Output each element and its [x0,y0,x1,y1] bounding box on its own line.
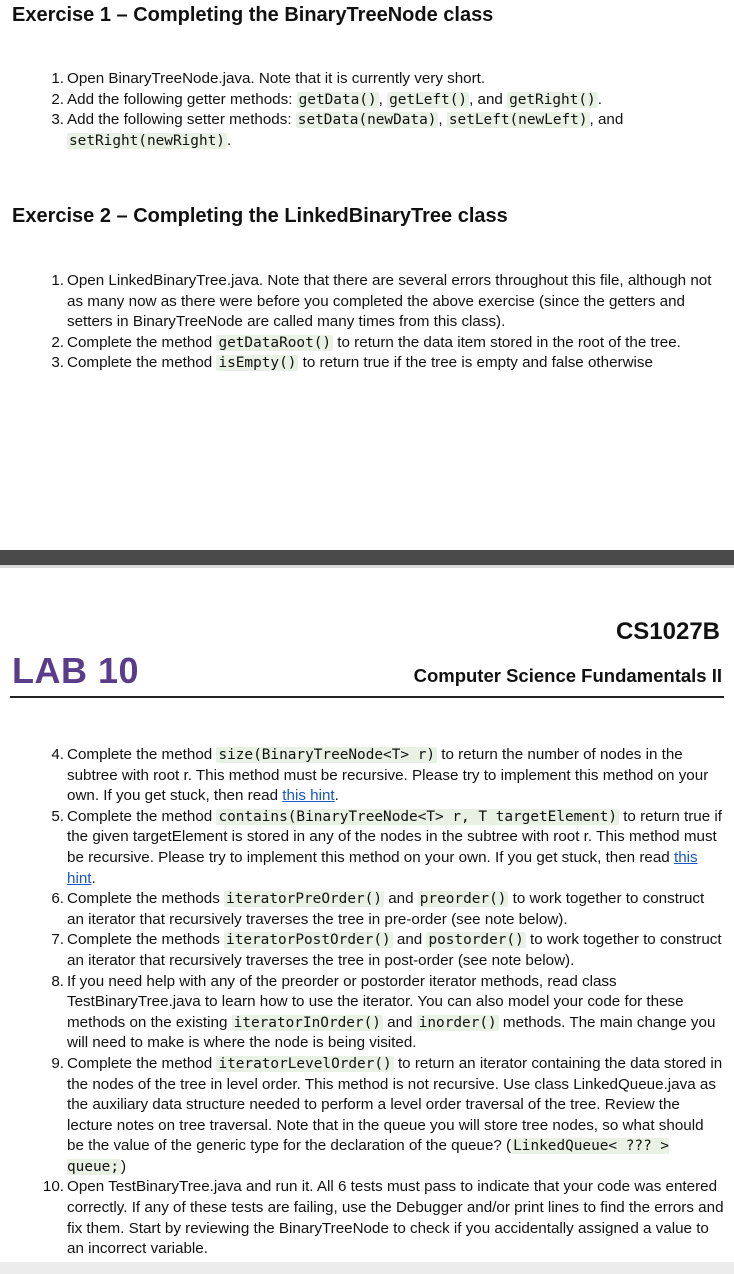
code-snippet: getLeft() [389,91,468,108]
list-item-number: 7. [51,931,64,949]
list-item-number: 8. [51,972,64,990]
list-item-number: 9. [51,1054,64,1072]
item-text: If you need help with any of the preorder or postorder iterator methods, read class TestBinaryTree.java to learn how to use the iterator. You can also model your code for these methods on the existing [67,972,684,1031]
list-item [12,1177,724,1259]
exercise2-continued-list [12,745,724,1260]
item-text: , [438,111,447,129]
list-item [12,807,724,889]
item-text: to return the data item stored in the root of the tree. [333,333,681,351]
code-snippet: getDataRoot() [218,334,332,351]
item-text: and [392,931,427,949]
list-item-number: 1. [51,70,64,87]
lab-title: LAB 10 [12,650,140,691]
item-text: Open BinaryTreeNode.java. Note that it is currently very short. [67,70,486,87]
item-text: methods. The main change you will need to make is where the node is being visited. [67,1013,716,1052]
exercise2-heading: Exercise 2 – Completing the LinkedBinaryTree class [12,205,508,227]
item-text: to return true if the given targetElement is stored in any of the nodes in the subtree with root r. This method must be recursive. Please try to implement this method on your own. If you get stuck, then read [67,807,722,866]
code-snippet: setRight(newRight) [69,132,225,149]
list-item-number: 10. [42,1178,64,1196]
list-item [12,745,724,807]
item-text: Complete the method [67,746,217,763]
list-item [12,1054,724,1178]
code-snippet: iteratorLevelOrder() [218,1055,392,1072]
header-rule [10,696,724,698]
list-item-number: 3. [51,111,64,129]
item-text: . [334,787,339,805]
list-item [12,353,724,374]
item-text: to return the number of nodes in the subtree with root r. This method must be recursive. Please try to implement this method on your own. If you get stuck, then read [67,746,709,805]
list-item-number: 4. [51,746,64,763]
code-snippet: setData(newData) [297,112,437,129]
exercise1-heading: Exercise 1 – Completing the BinaryTreeNode class [12,4,494,26]
item-text: . [226,131,232,149]
item-text: Complete the methods [67,890,225,908]
item-text: . [597,90,602,108]
item-text: Complete the method [67,354,217,372]
item-text: ) [120,1157,127,1175]
page-break [0,550,734,565]
code-snippet: inorder() [418,1014,497,1031]
item-text: Complete the method [67,333,217,351]
exercise2-list [12,271,724,374]
item-text: Add the following getter methods: [67,90,297,108]
list-item [12,271,724,333]
list-item-number: 1. [51,272,64,289]
code-snippet: setLeft(newLeft) [448,112,588,129]
hint-link[interactable]: this hint [67,848,698,887]
list-item [12,972,724,1054]
item-text: Open TestBinaryTree.java and run it. All 6 tests must pass to indicate that your code was entered correctly. If any of these tests are failing, use the Debugger and/or print lines to find the errors and fix them. Start by reviewing the BinaryTreeNode to check if you accidentally assigned a value to an incorrect variable. [67,1178,724,1258]
page-bottom-edge [0,1262,734,1274]
list-item [12,110,724,151]
list-item-number: 3. [51,354,64,372]
course-code: CS1027B [615,618,720,645]
code-snippet: contains(BinaryTreeNode<T> r, T targetElement) [218,808,617,825]
code-snippet: LinkedQueue< ??? > queue; [67,1138,670,1175]
hint-link[interactable]: this hint [282,787,335,805]
code-snippet: getData() [298,91,377,108]
item-text: to work together to construct an iterator that recursively traverses the tree in pre-order (see note below). [67,890,705,928]
item-text: Open LinkedBinaryTree.java. Note that there are several errors throughout this file, although not as many now as there were before you completed the above exercise (since the getters and setters in BinaryTreeNode are called many times from this class). [67,272,712,331]
list-item-number: 6. [51,890,64,908]
item-text: to work together to construct an iterator that recursively traverses the tree in post-order (see note below). [67,931,722,969]
item-text: to return true if the tree is empty and false otherwise [298,354,653,372]
list-item [12,333,724,354]
page-break-shadow [0,565,734,568]
code-snippet: isEmpty() [218,355,297,372]
item-text: Complete the methods [67,931,225,949]
item-text: . [91,869,96,887]
code-snippet: iteratorPostOrder() [226,932,391,949]
course-subtitle: Computer Science Fundamentals II [413,665,722,686]
code-snippet: iteratorPreOrder() [226,891,382,908]
list-item-number: 2. [51,333,64,351]
code-snippet: getRight() [509,91,596,108]
code-snippet: iteratorInOrder() [233,1014,381,1031]
item-text: , and [589,111,624,129]
list-item [12,90,724,111]
list-item [12,889,724,930]
code-snippet: size(BinaryTreeNode<T> r) [218,747,436,763]
item-text: Add the following setter methods: [67,111,296,129]
code-snippet: preorder() [419,891,507,908]
list-item [12,69,724,90]
item-text: , and [469,90,508,108]
item-text: to return an iterator containing the data stored in the nodes of the tree in level order. This method is not recursive. Use class LinkedQueue.java as the auxiliary data structure needed to perform a level order traversal of the tree. Review the lecture notes on tree traversal. Note that in the queue you will store tree nodes, so what should be the value of the generic type for the declaration of the queue? ( [67,1054,723,1155]
item-text: , [378,90,388,108]
code-snippet: postorder() [428,932,524,949]
item-text: Complete the method [67,1054,217,1072]
list-item-number: 5. [51,807,64,825]
item-text: Complete the method [67,807,217,825]
list-item-number: 2. [51,90,64,108]
item-text: and [382,1013,417,1031]
list-item [12,930,724,971]
exercise1-list [12,69,724,151]
item-text: and [383,890,418,908]
